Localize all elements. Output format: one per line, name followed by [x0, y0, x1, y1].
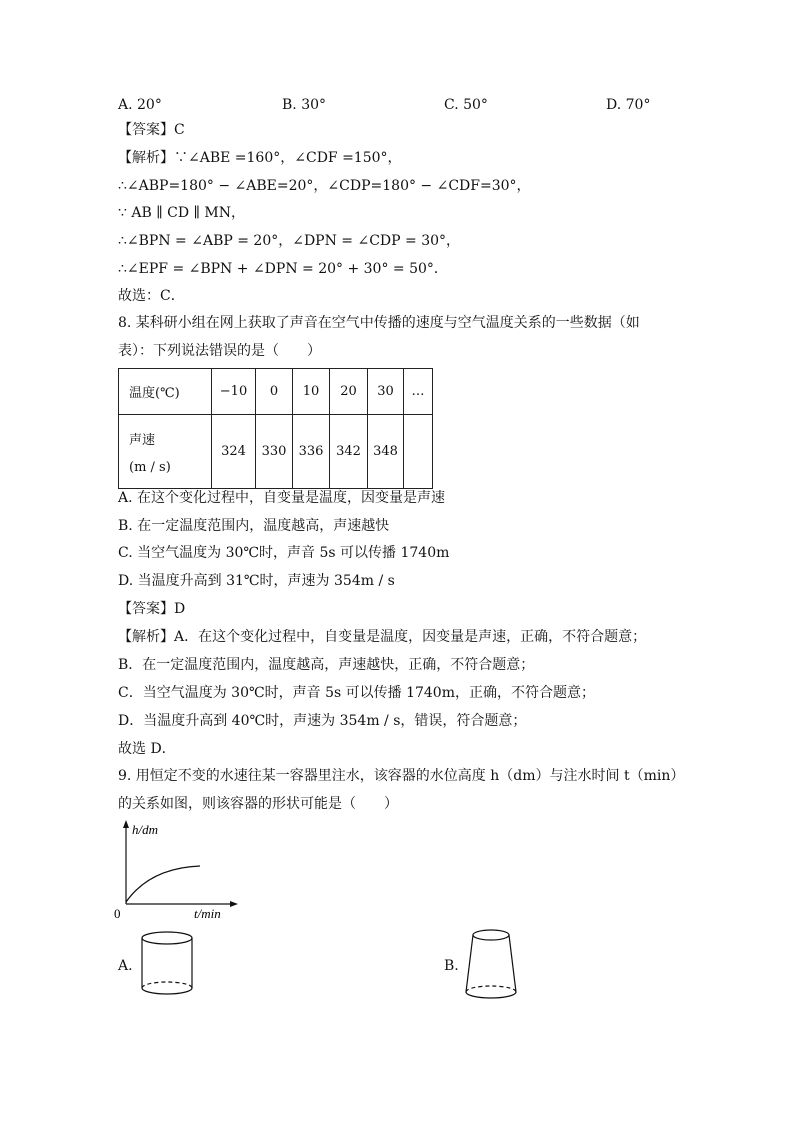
q7-option-d: D. 70°: [606, 97, 651, 113]
table-cell: −10: [212, 369, 256, 415]
y-axis-arrow: [123, 820, 129, 828]
q9-option-a-label: A.: [118, 958, 133, 974]
height-curve: [126, 866, 200, 902]
frustum-container-icon: [462, 926, 520, 1004]
table-header-speed: [119, 415, 212, 489]
q8-stem-line-1: 8. 某科研小组在网上获取了声音在空气中传播的速度与空气温度关系的一些数据（如: [118, 315, 640, 331]
q7-conclusion: 故选：C．: [118, 288, 185, 304]
q8-analysis-line-3: C．当空气温度为 30℃时，声音 5s 可以传播 1740m，正确，不符合题意；: [118, 685, 595, 701]
origin-label: 0: [114, 906, 121, 921]
table-cell: …: [404, 369, 433, 415]
table-cell: 336: [293, 415, 330, 489]
y-axis-label: h/dm: [132, 822, 158, 837]
table-cell: 30: [368, 369, 404, 415]
table-cell: 324: [212, 415, 256, 489]
q7-analysis-line-5: ∴∠EPF = ∠BPN + ∠DPN = 20° + 30° = 50°．: [118, 261, 448, 277]
q7-option-b: B. 30°: [282, 97, 327, 113]
q8-analysis-line-1: 【解析】A．在这个变化过程中，自变量是温度，因变量是声速，正确，不符合题意；: [118, 629, 647, 645]
q8-analysis-line-4: D．当温度升高到 40℃时，声速为 354m / s，错误，符合题意；: [118, 713, 527, 729]
speed-label: 声速: [129, 432, 156, 448]
table-cell: [404, 415, 433, 489]
speed-temperature-table: [118, 368, 433, 489]
height-time-graph: [112, 818, 242, 922]
q9-stem-line-2: 的关系如图，则该容器的形状可能是（ ）: [118, 796, 398, 812]
q7-analysis-line-1: 【解析】∵∠ABE =160°，∠CDF =150°，: [118, 150, 402, 166]
table-cell: 330: [256, 415, 293, 489]
table-row-temperature: [119, 369, 433, 415]
table-cell: 342: [330, 415, 368, 489]
table-cell: 348: [368, 415, 404, 489]
q8-option-d: D. 当温度升高到 31℃时，声速为 354m / s: [118, 573, 395, 589]
cylinder-container-icon: [138, 928, 196, 1000]
q8-stem-line-2: 表）：下列说法错误的是（ ）: [118, 343, 321, 359]
q9-stem-line-1: 9. 用恒定不变的水速往某一容器里注水，该容器的水位高度 h（dm）与注水时间 t（min）: [118, 768, 685, 784]
q8-option-b: B. 在一定温度范围内，温度越高，声速越快: [118, 518, 390, 534]
q9-option-b-label: B.: [444, 958, 459, 974]
table-cell: 20: [330, 369, 368, 415]
speed-unit: (m / s): [129, 459, 171, 475]
table-cell: 0: [256, 369, 293, 415]
table-cell: 10: [293, 369, 330, 415]
table-header-temperature: 温度(℃): [119, 369, 212, 415]
q7-answer: 【答案】C: [118, 122, 185, 138]
q8-option-c: C. 当空气温度为 30℃时，声音 5s 可以传播 1740m: [118, 545, 450, 561]
x-axis-arrow: [230, 901, 238, 907]
q8-conclusion: 故选 D．: [118, 741, 176, 757]
q8-analysis-line-2: B．在一定温度范围内，温度越高，声速越快，正确，不符合题意；: [118, 657, 535, 673]
q7-analysis-line-2: ∴∠ABP=180° − ∠ABE=20°，∠CDP=180° − ∠CDF=30°，: [118, 178, 531, 194]
table-row-speed: [119, 415, 433, 489]
q7-analysis-line-4: ∴∠BPN = ∠ABP = 20°，∠DPN = ∠CDP = 30°，: [118, 233, 461, 249]
q7-analysis-line-3: ∵ AB ∥ CD ∥ MN，: [118, 205, 246, 221]
q8-answer: 【答案】D: [118, 601, 186, 617]
q7-option-c: C. 50°: [444, 97, 488, 113]
q7-option-a: A. 20°: [118, 97, 162, 113]
x-axis-label: t/min: [194, 906, 221, 921]
q8-option-a: A. 在这个变化过程中，自变量是温度，因变量是声速: [118, 490, 446, 506]
